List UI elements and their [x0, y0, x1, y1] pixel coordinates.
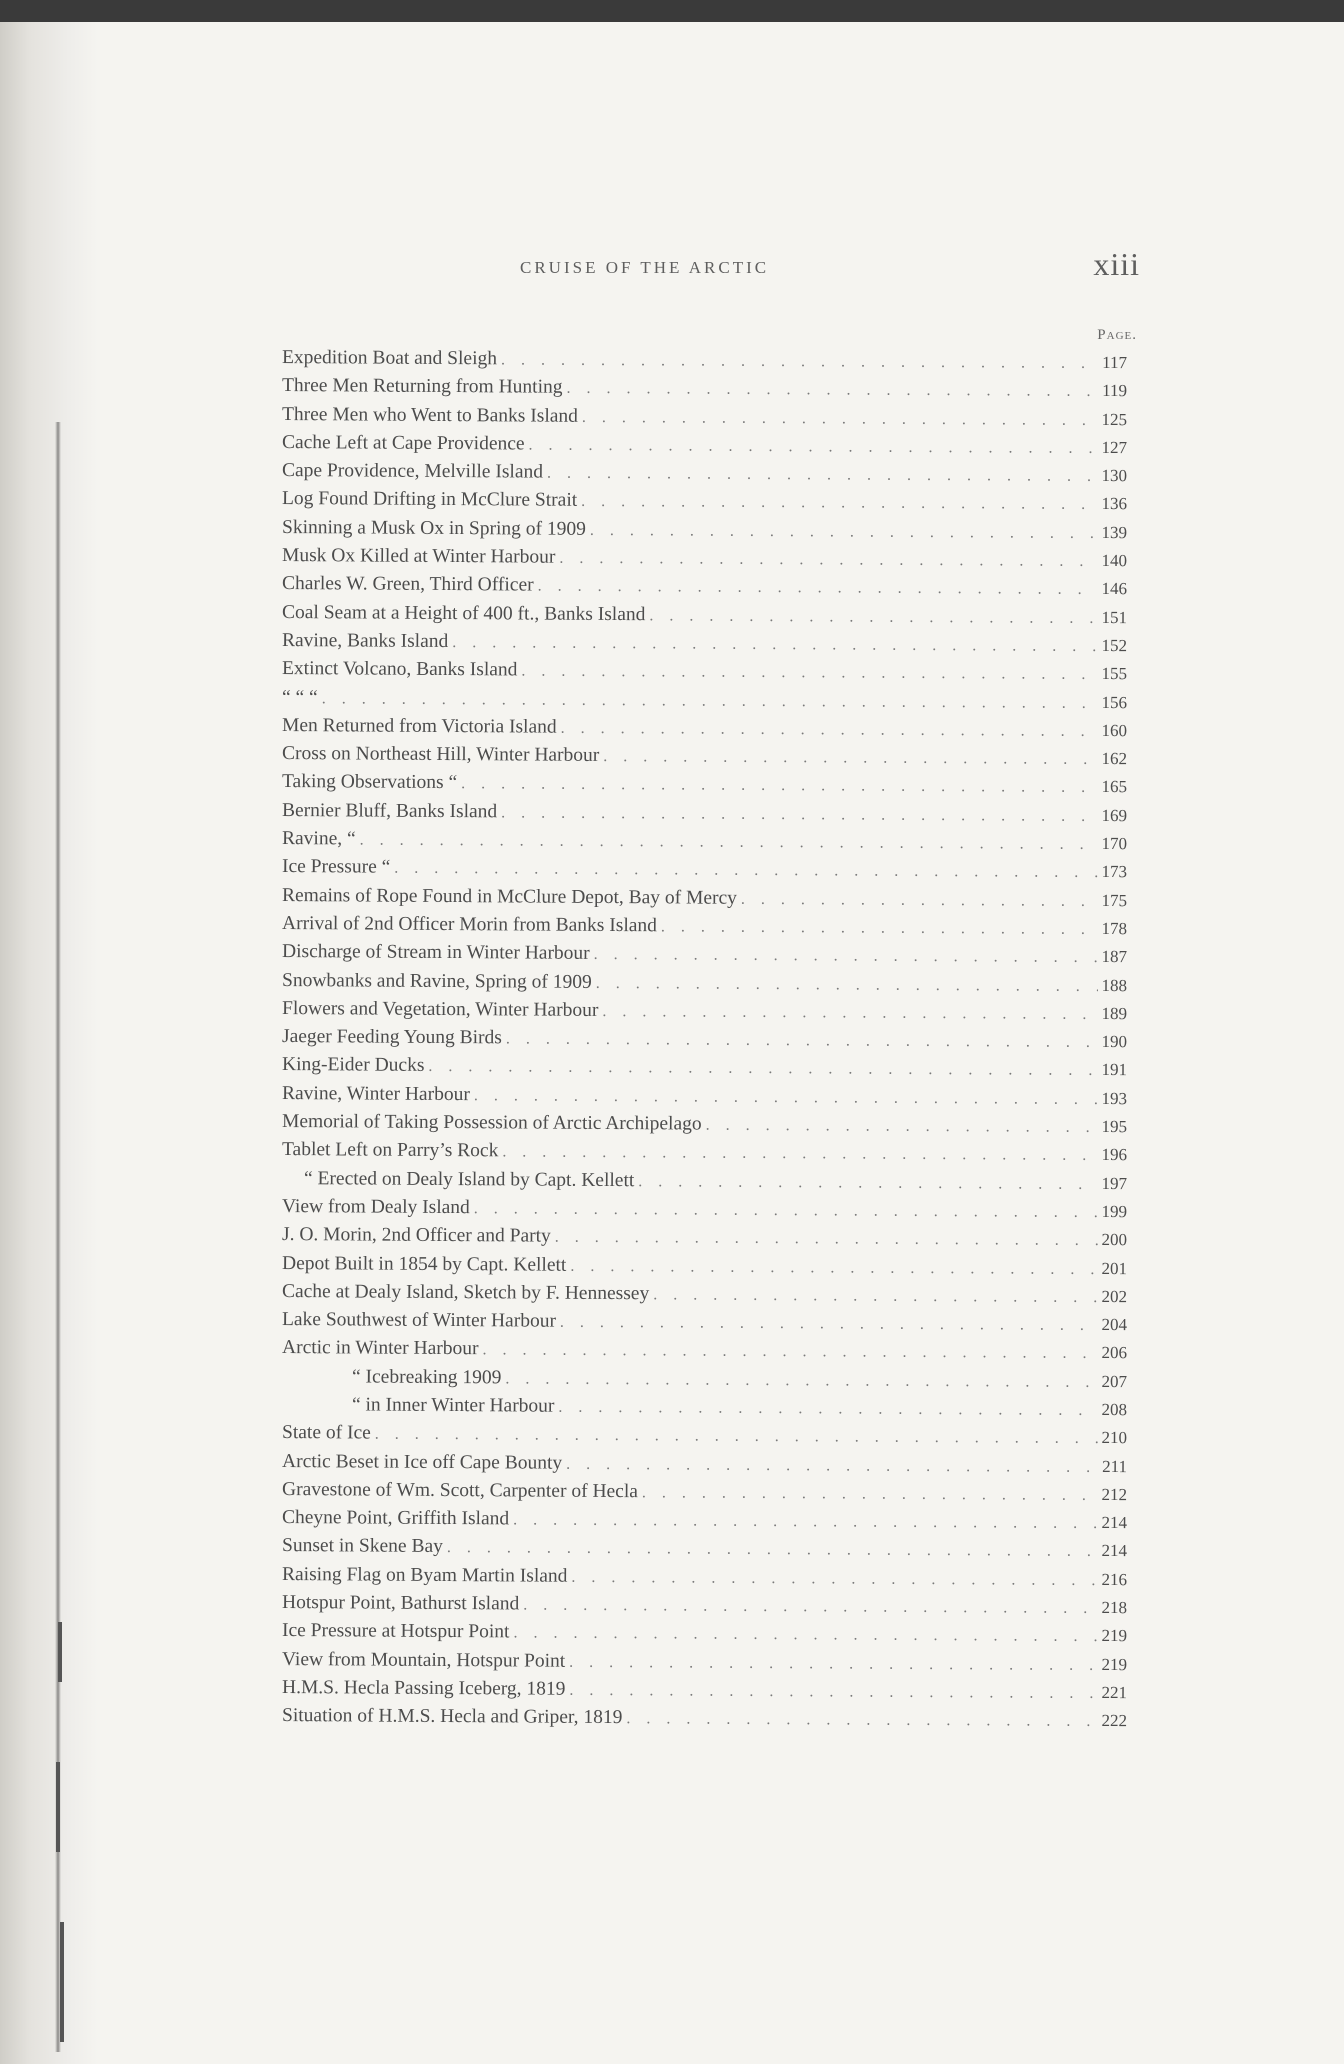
dot-leader [474, 1087, 1098, 1109]
entry-page-number: 139 [1101, 522, 1128, 542]
dot-leader [461, 776, 1097, 798]
entry-page-number: 207 [1101, 1371, 1128, 1391]
entry-title: Charles W. Green, Third Officer [281, 573, 534, 596]
entry-page-number: 152 [1101, 635, 1128, 656]
dot-leader [571, 1569, 1097, 1590]
entry-page-number: 169 [1101, 805, 1128, 825]
dot-leader [322, 690, 1098, 713]
entry-page-number: 218 [1101, 1598, 1128, 1618]
dot-leader [501, 351, 1098, 373]
dot-leader [360, 832, 1098, 855]
entry-page-number: 196 [1101, 1145, 1128, 1165]
entry-page-number: 200 [1101, 1230, 1128, 1250]
entry-title: Memorial of Taking Possession of Arctic Archipelago [281, 1111, 702, 1135]
entry-page-number: 222 [1101, 1711, 1128, 1731]
toc-entry [282, 658, 1127, 691]
entry-title: “ Icebreaking 1909 [351, 1366, 502, 1389]
entry-page-number: 208 [1101, 1399, 1128, 1420]
book-page [0, 22, 1344, 2064]
toc-entry [282, 375, 1127, 408]
page-number: xiii [1093, 246, 1140, 282]
entry-title: Men Returned from Victoria Island [281, 714, 557, 738]
dot-leader [447, 1539, 1098, 1561]
entry-page-number: 214 [1101, 1513, 1128, 1533]
entry-page-number: 146 [1101, 579, 1128, 599]
binding-mark [60, 1922, 64, 2042]
dot-leader [590, 522, 1098, 543]
dot-leader [561, 720, 1098, 741]
entry-page-number: 191 [1101, 1060, 1128, 1080]
dot-leader [638, 1173, 1097, 1194]
dot-leader [596, 974, 1098, 995]
dot-leader [661, 918, 1098, 939]
entry-page-number: 219 [1101, 1626, 1128, 1646]
entry-page-number: 156 [1101, 692, 1128, 712]
entry-page-number: 188 [1101, 975, 1128, 995]
entry-page-number: 127 [1101, 437, 1128, 458]
entry-title: Discharge of Stream in Winter Harbour [281, 941, 590, 965]
entry-page-number: 130 [1101, 466, 1128, 486]
dot-leader [602, 1003, 1097, 1024]
dot-leader [706, 1117, 1098, 1137]
entry-title: Extinct Volcano, Banks Island [281, 658, 518, 681]
entry-page-number: 119 [1102, 381, 1128, 401]
toc-entry [282, 941, 1127, 974]
dot-leader [452, 634, 1097, 656]
dot-leader [560, 1314, 1098, 1335]
entry-page-number: 175 [1101, 890, 1128, 910]
entry-title: Cache Left at Cape Providence [281, 431, 525, 455]
toc-entry [282, 1224, 1127, 1257]
dot-leader [559, 550, 1097, 571]
dot-leader [394, 860, 1097, 882]
entry-title: Arctic Beset in Ice off Cape Bounty [281, 1450, 563, 1474]
entry-title: Three Men who Went to Banks Island [281, 403, 579, 427]
entry-title: State of Ice [281, 1422, 371, 1444]
dot-leader [594, 946, 1098, 967]
dot-leader [582, 408, 1098, 429]
entry-page-number: 170 [1101, 834, 1128, 854]
entry-page-number: 190 [1101, 1032, 1128, 1052]
entry-title: “ “ “ [281, 686, 318, 708]
entry-page-number: 173 [1101, 862, 1128, 882]
page-gutter [0, 22, 98, 2064]
entry-page-number: 178 [1101, 918, 1128, 939]
dot-leader [547, 465, 1098, 486]
entry-page-number: 189 [1101, 1003, 1128, 1023]
entry-page-number: 117 [1102, 353, 1128, 373]
dot-leader [502, 1144, 1097, 1166]
entry-title: View from Dealy Island [281, 1195, 470, 1219]
page-column-heading: Page. [1097, 327, 1137, 343]
entry-title: Coal Seam at a Height of 400 ft., Banks Island [281, 601, 646, 625]
entry-page-number: 212 [1101, 1484, 1128, 1505]
dot-leader [653, 1286, 1097, 1307]
entry-page-number: 195 [1101, 1117, 1128, 1137]
dot-leader [570, 1257, 1097, 1278]
entry-page-number: 160 [1101, 720, 1128, 741]
entry-page-number: 211 [1102, 1456, 1128, 1476]
entry-page-number: 221 [1101, 1682, 1128, 1703]
entry-title: Expedition Boat and Sleigh [281, 347, 498, 370]
entry-title: Taking Observations “ [281, 771, 458, 794]
entry-title: Three Men Returning from Hunting [281, 375, 563, 399]
entry-title: Raising Flag on Byam Martin Island [281, 1563, 568, 1587]
entry-title: Arrival of 2nd Officer Morin from Banks Island [281, 912, 658, 937]
entry-title: Cache at Dealy Island, Sketch by F. Hennessey [281, 1280, 650, 1305]
entry-page-number: 155 [1101, 664, 1128, 684]
dot-leader [375, 1426, 1098, 1448]
dot-leader [538, 578, 1098, 599]
dot-leader [555, 1229, 1098, 1250]
entry-title: Bernier Bluff, Banks Island [281, 799, 498, 823]
entry-title: Ravine, Banks Island [281, 629, 449, 652]
dot-leader [569, 1653, 1097, 1674]
entry-title: J. O. Morin, 2nd Officer and Party [281, 1224, 551, 1247]
binding-mark [56, 1762, 60, 1852]
entry-title: Tablet Left on Parry’s Rock [281, 1139, 499, 1162]
entry-page-number: 125 [1101, 409, 1128, 429]
entry-page-number: 136 [1101, 494, 1128, 514]
entry-page-number: 214 [1101, 1541, 1128, 1561]
illustrations-list [282, 347, 1127, 1734]
entry-page-number: 210 [1101, 1428, 1128, 1448]
entry-title: Jaeger Feeding Young Birds [281, 1026, 503, 1049]
entry-title: Musk Ox Killed at Winter Harbour [281, 545, 556, 568]
dot-leader [566, 380, 1098, 401]
dot-leader [642, 1484, 1098, 1505]
entry-page-number: 219 [1101, 1654, 1128, 1674]
entry-page-number: 206 [1101, 1343, 1128, 1363]
entry-title: Lake Southwest of Winter Harbour [281, 1309, 557, 1332]
dot-leader [482, 1342, 1097, 1364]
entry-page-number: 162 [1101, 749, 1128, 769]
entry-title: Cross on Northeast Hill, Winter Harbour [281, 743, 600, 767]
dot-leader [474, 1200, 1098, 1222]
entry-title: “ Erected on Dealy Island by Capt. Kellett [303, 1167, 635, 1191]
entry-page-number: 197 [1101, 1173, 1128, 1193]
entry-title: Hotspur Point, Bathurst Island [281, 1592, 520, 1615]
entry-page-number: 140 [1101, 551, 1128, 571]
dot-leader [513, 1512, 1097, 1534]
entry-title: Ice Pressure “ [281, 856, 391, 879]
dot-leader [569, 1682, 1097, 1703]
entry-title: Ravine, “ [281, 828, 356, 850]
dot-leader [505, 1370, 1097, 1392]
entry-title: Ravine, Winter Harbour [281, 1082, 470, 1105]
toc-entry [282, 1705, 1127, 1738]
entry-page-number: 216 [1101, 1569, 1128, 1589]
entry-title: Arctic in Winter Harbour [281, 1337, 479, 1360]
dot-leader [523, 1597, 1097, 1619]
toc-entry [282, 1422, 1127, 1455]
entry-page-number: 204 [1101, 1315, 1128, 1335]
dot-leader [513, 1625, 1097, 1647]
entry-title: King-Eider Ducks [281, 1054, 425, 1077]
dot-leader [603, 748, 1097, 769]
entry-title: Remains of Rope Found in McClure Depot, Bay of Mercy [281, 884, 738, 909]
dot-leader [506, 1030, 1098, 1052]
entry-title: “ in Inner Winter Harbour [351, 1394, 555, 1417]
entry-title: Cape Providence, Melville Island [281, 460, 544, 483]
entry-title: H.M.S. Hecla Passing Iceberg, 1819 [281, 1676, 566, 1700]
entry-page-number: 201 [1101, 1258, 1128, 1278]
dot-leader [581, 493, 1097, 514]
page-header [280, 246, 1140, 294]
entry-page-number: 151 [1101, 607, 1128, 627]
entry-title: Snowbanks and Ravine, Spring of 1909 [281, 969, 592, 993]
entry-page-number: 202 [1101, 1286, 1128, 1306]
toc-entry [282, 1139, 1127, 1172]
entry-title: Ice Pressure at Hotspur Point [281, 1620, 510, 1643]
entry-title: Log Found Drifting in McClure Strait [281, 488, 578, 512]
entry-title: Sunset in Skene Bay [281, 1535, 443, 1558]
running-title: CRUISE OF THE ARCTIC [520, 258, 770, 277]
entry-title: Cheyne Point, Griffith Island [281, 1507, 510, 1530]
entry-title: Flowers and Vegetation, Winter Harbour [281, 997, 599, 1021]
entry-page-number: 165 [1101, 777, 1128, 797]
entry-page-number: 199 [1101, 1201, 1128, 1222]
dot-leader [558, 1399, 1097, 1420]
dot-leader [649, 607, 1097, 628]
dot-leader [741, 890, 1098, 910]
dot-leader [529, 436, 1098, 457]
entry-title: Depot Built in 1854 by Capt. Kellett [281, 1252, 567, 1276]
entry-page-number: 193 [1101, 1088, 1128, 1108]
binding-mark [58, 1622, 62, 1682]
entry-title: Gravestone of Wm. Scott, Carpenter of Hecla [281, 1478, 639, 1503]
entry-title: Skinning a Musk Ox in Spring of 1909 [281, 516, 586, 540]
entry-page-number: 187 [1101, 947, 1128, 967]
dot-leader [626, 1710, 1097, 1731]
entry-title: Situation of H.M.S. Hecla and Griper, 1819 [281, 1705, 623, 1729]
entry-title: View from Mountain, Hotspur Point [281, 1648, 566, 1672]
dot-leader [428, 1058, 1097, 1080]
dot-leader [501, 804, 1097, 826]
dot-leader [521, 663, 1097, 685]
dot-leader [566, 1455, 1098, 1476]
